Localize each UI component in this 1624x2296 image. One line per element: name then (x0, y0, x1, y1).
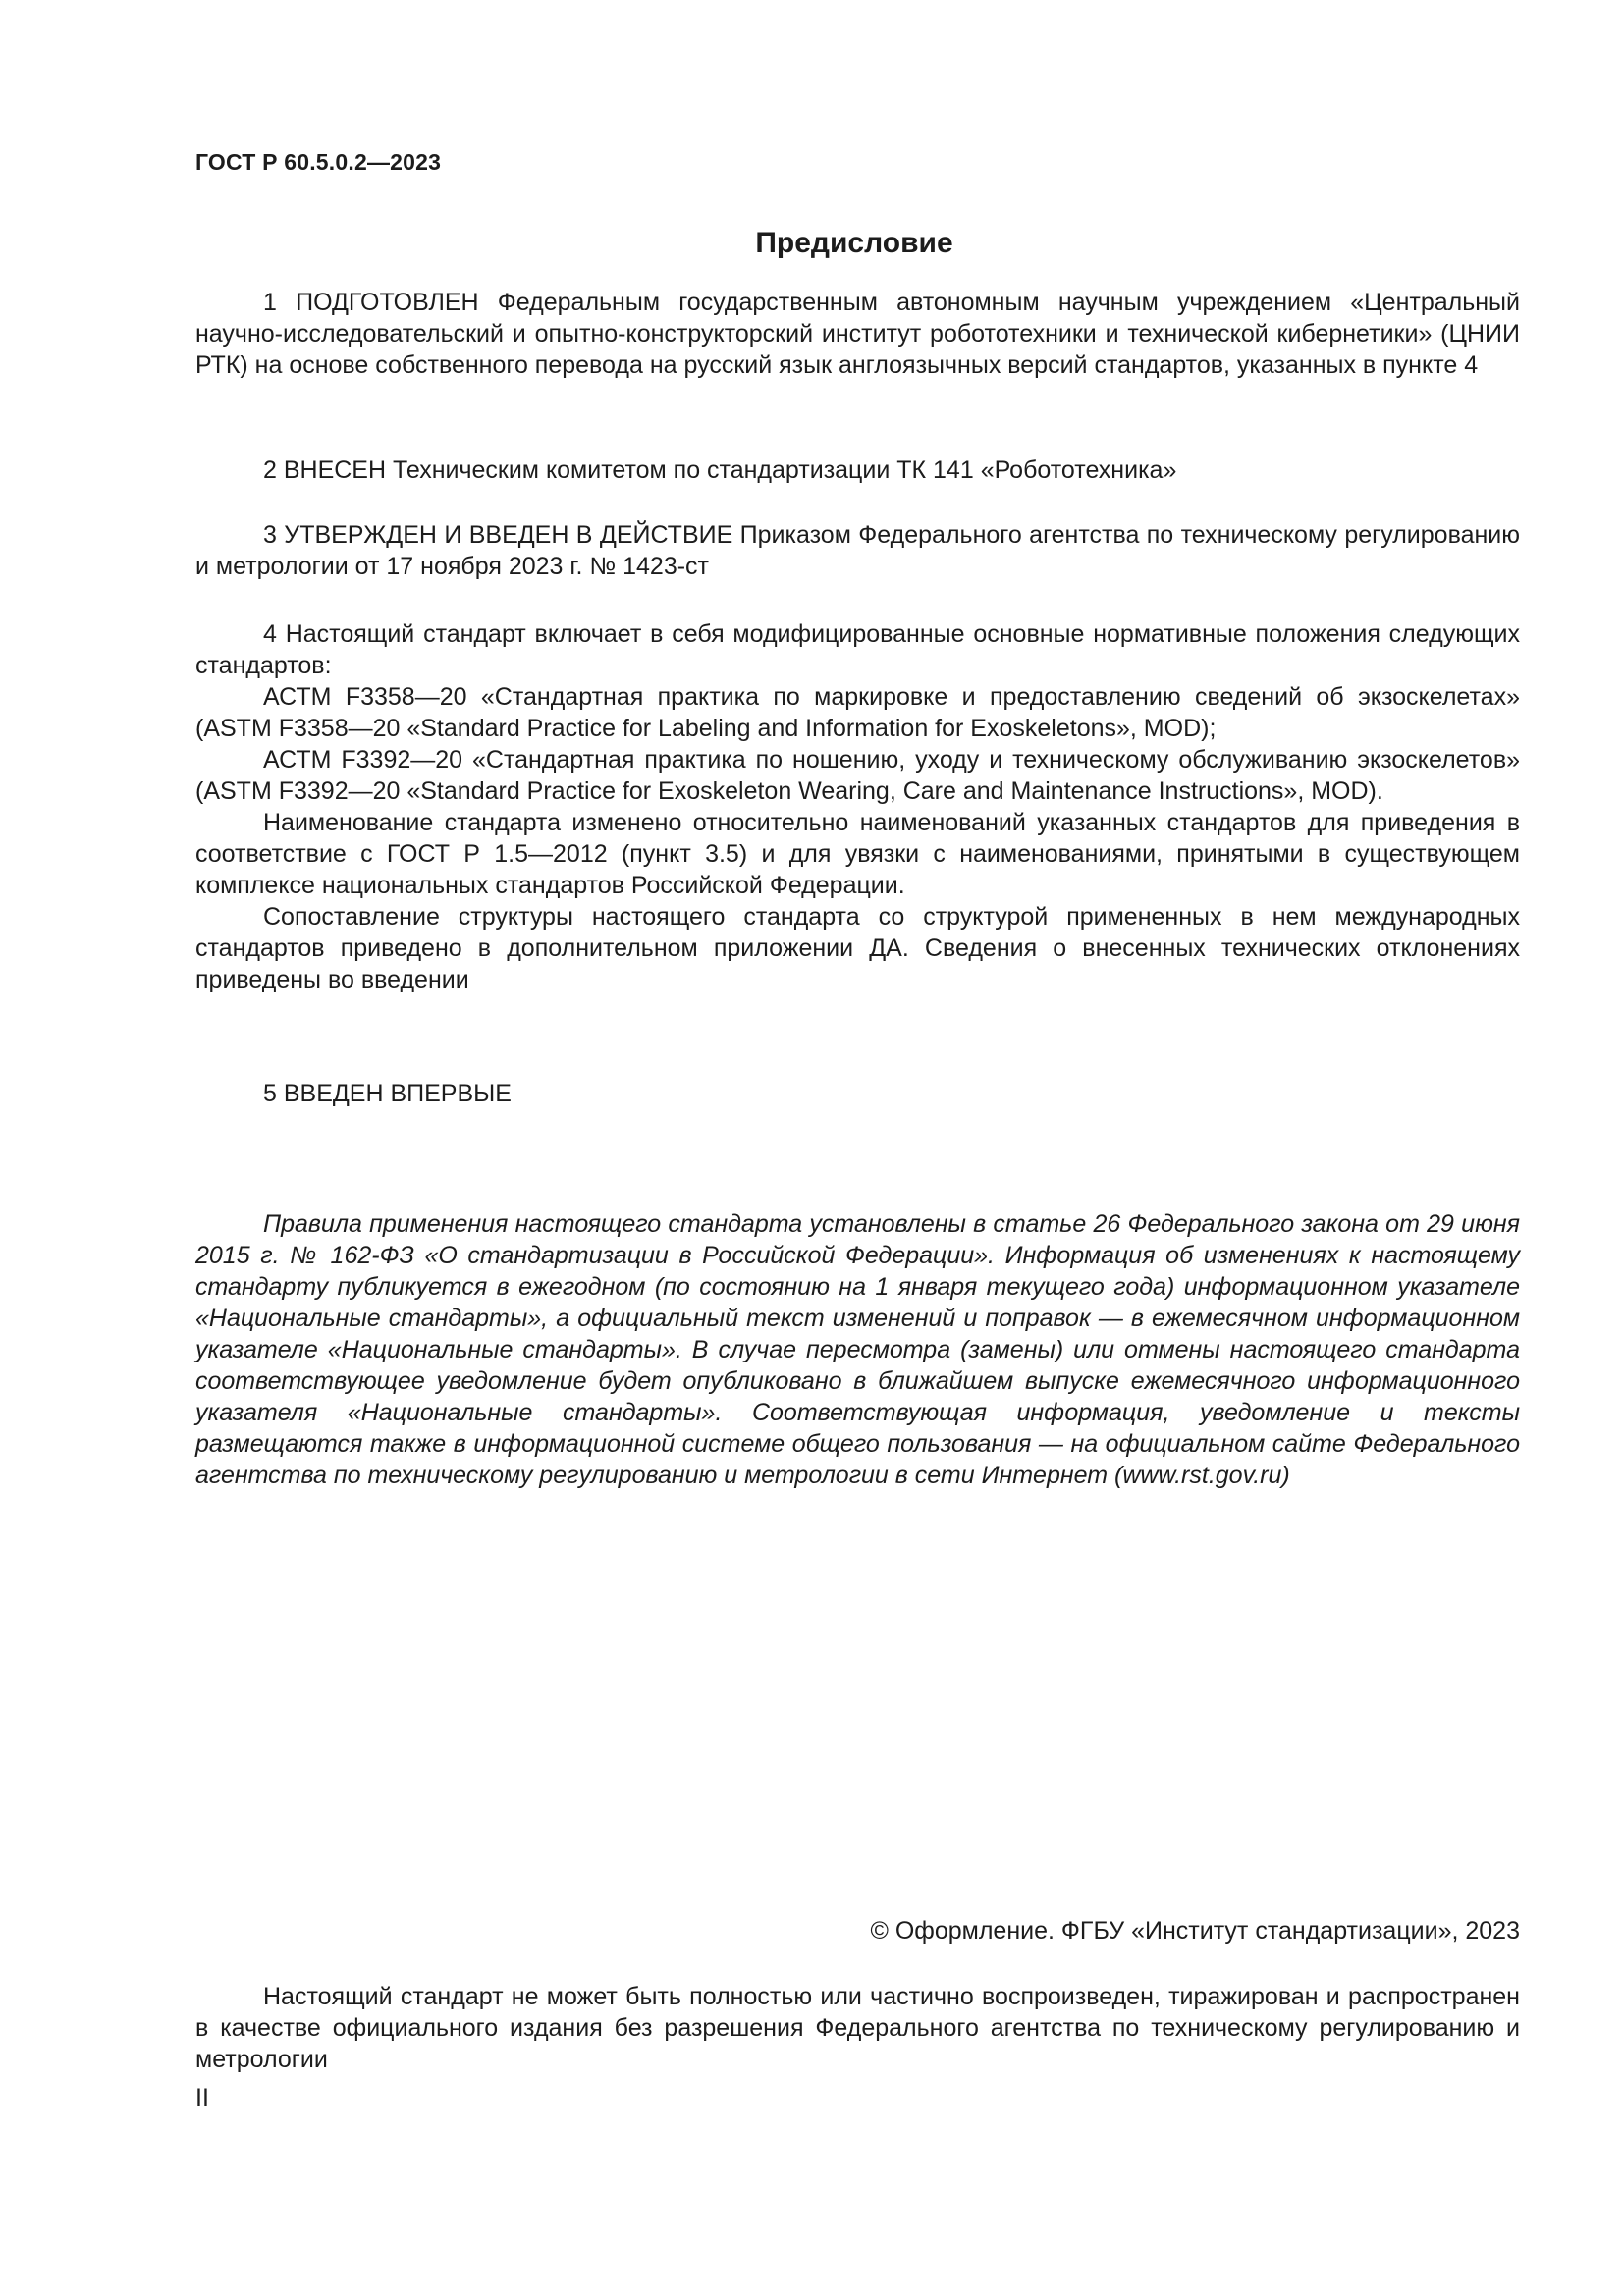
paragraph: Правила применения настоящего стандарта установлены в статье 26 Федерального закона от 29 июня 2015 г. № 162-ФЗ «О стандартизации в Российской Федерации». Информация об изменениях к настоящему стандарту публикуется в ежегодном (по состоянию на 1 января текущего года) информационном указателе «Национальные стандарты», а официальный текст изменений и поправок — в ежемесячном информационном указателе «Национальные стандарты». В случае пересмотра (замены) или отмены настоящего стандарта соответствующее уведомление будет опубликовано в ближайшем выпуске ежемесячного информационного указателя «Национальные стандарты». Соответствующая информация, уведомление и тексты размещаются также в информационной системе общего пользования — на официальном сайте Федерального агентства по техническому регулированию и метрологии в сети Интернет (www.rst.gov.ru) (195, 1210, 1520, 1489)
paragraph: 1 ПОДГОТОВЛЕН Федеральным государственным автономным научным учреждением «Центральный научно-исследовательский и опытно-конструкторский институт робототехники и технической кибернетики» (ЦНИИ РТК) на основе собственного перевода на русский язык англоязычных версий стандартов, указанных в пункте 4 (195, 289, 1520, 379)
foreword-item-3 (195, 519, 1520, 582)
reproduction-notice (195, 1981, 1520, 2075)
foreword-item-5 (195, 1078, 1520, 1109)
paragraph: 4 Настоящий стандарт включает в себя модифицированные основные нормативные положения следующих стандартов: (195, 620, 1520, 679)
paragraph: 2 ВНЕСЕН Техническим комитетом по стандартизации ТК 141 «Робототехника» (263, 456, 1177, 484)
paragraph: Наименование стандарта изменено относительно наименований указанных стандартов для приведения в соответствие с ГОСТ Р 1.5—2012 (пункт 3.5) и для увязки с наименованиями, принятыми в существующем комплексе национальных стандартов Российской Федерации. (195, 809, 1520, 899)
paragraph: Сопоставление структуры настоящего стандарта со структурой примененных в нем международных стандартов приведено в дополнительном приложении ДА. Сведения о внесенных технических отклонениях приведены во введении (195, 903, 1520, 993)
copyright-line: © Оформление. ФГБУ «Институт стандартизации», 2023 (870, 1917, 1520, 1945)
standard-code: ГОСТ Р 60.5.0.2—2023 (195, 149, 442, 175)
page-number: II (195, 2084, 209, 2111)
foreword-item-2 (195, 454, 1520, 486)
foreword-item-4 (195, 618, 1520, 995)
paragraph: 3 УТВЕРЖДЕН И ВВЕДЕН В ДЕЙСТВИЕ Приказом Федерального агентства по техническому регулированию и метрологии от 17 ноября 2023 г. № 1423-ст (195, 521, 1520, 580)
paragraph: АСТМ F3358—20 «Стандартная практика по маркировке и предоставлению сведений об экзоскелетах» (ASTM F3358—20 «Standard Practice for Labeling and Information for Exoskeletons», MOD); (195, 683, 1520, 742)
page-title: Предисловие (755, 227, 953, 259)
foreword-item-1 (195, 287, 1520, 381)
paragraph: АСТМ F3392—20 «Стандартная практика по ношению, уходу и техническому обслуживанию экзоскелетов» (ASTM F3392—20 «Standard Practice for Exoskeleton Wearing, Care and Maintenance Instructions», MOD). (195, 746, 1520, 805)
paragraph: Настоящий стандарт не может быть полностью или частично воспроизведен, тиражирован и распространен в качестве официального издания без разрешения Федерального агентства по техническому регулированию и метрологии (195, 1983, 1520, 2073)
paragraph: 5 ВВЕДЕН ВПЕРВЫЕ (263, 1080, 512, 1107)
application-rules-note (195, 1208, 1520, 1491)
